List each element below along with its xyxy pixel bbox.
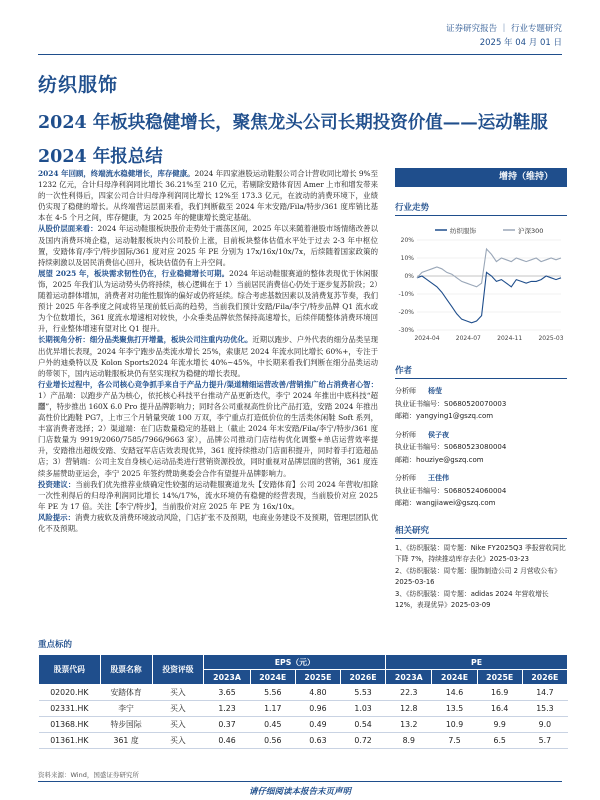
analyst-entry: 分析师 杨莹 执业证书编号：S0680520070003 邮箱：yangying1@gszq.com	[395, 387, 507, 420]
year-header: 2024E	[250, 670, 295, 685]
y-tick-label: 0%	[404, 273, 414, 280]
table-row: 02020.HK 安踏体育 买入 3.65 5.56 4.80 5.53 22.3 14.6 16.9 14.7	[39, 685, 568, 701]
y-tick-label: -20%	[398, 309, 414, 316]
paragraph: 风险提示：消费力疲软及消费环境波动风险，门店扩张不及预期，电商业务建设不及预期，管理层团队优化不及预期。	[38, 512, 378, 533]
paragraph: 从股价层面来看：2024 年运动鞋服板块股价走势处于震荡区间，2025 年以来随着港股市场情绪改善以及国内消费环境企稳，运动鞋服板块内公司股价上涨，目前板块整体估值水平处于过去 2-3 年中枢位置，安踏体育/李宁/特步国际/361 度对应 2025 年 PE 分别为 17x/16x/10x/7x，后续随着国家政策的持续刺激以及居民消费信心回升，板块估值仍有上升空间。	[38, 224, 378, 267]
related-item[interactable]: 3、《纺织服装：周专题：adidas 2024 年营收增长 12%，表现优异》2025-03-09	[395, 589, 549, 610]
paragraph: 投资建议：当前我们优先推荐业绩确定性较强的运动鞋服赛道龙头【安踏体育】公司 2024 年营收/扣除一次性利得后的归母净利润同比增长 14%/17%，流水环境仍有稳健的经营表现，当前股价对应 2025 年 PE 为 17 倍。关注【李宁/特步】，当前股价对应 2025 年 PE 为 16x/10x。	[38, 479, 378, 511]
col-eps: EPS（元）	[204, 655, 386, 670]
table-title: 重点标的	[38, 640, 73, 650]
report-title: 2024 年板块稳健增长，聚焦龙头公司长期投资价值——运动鞋服 2024 年报总结	[38, 113, 548, 167]
paragraph: 行业增长过程中，各公司核心竞争抓手来自于产品力提升/渠道精细运营改善/营销推广给占消费者心智：1）产品端：以跑步产品为核心，依托核心科技平台推动产品更新迭代，李宁 2024 年推出中底科技“超䨻”，特步推出 160X 6.0 Pro 提升品牌影响力；同时各公司重视高性价比产品打造，安踏 2024 年推出高性价比跑鞋 PG7，上市三个月销量突破 100 万双，李宁重点打造低价位的生活类休闲鞋 Soft 系列，丰富消费者选择；2）渠道端：在门店数量稳定的基础上（截止 2024 年末安踏/Fila/李宁/特步/361 度门店数量为 9919/2060/7585/7966/9663 家），品牌公司推动门店结构优化调整+单店运营效率提升，安踏推出超级安踏、安踏冠军店店效表现优异，361 度持续推动门店面积提升，同时着手打造超品店；3）营销端：公司主发自身核心运动品类进行营销资源投放，同时重视对品牌层面的营销，361 度连续多届赞助亚运会，李宁 2025 年签约赞助奥委会合作有望提升品牌影响力。	[38, 379, 378, 478]
year-header: 2023A	[204, 670, 250, 685]
report-header	[446, 22, 562, 50]
year-header: 2025E	[295, 670, 340, 685]
y-tick-label: 10%	[400, 255, 414, 262]
x-tick-label: 2024-04	[414, 335, 440, 342]
x-tick-label: 2024-07	[455, 335, 481, 342]
header-divider	[38, 54, 562, 55]
year-header: 2024E	[432, 670, 477, 685]
analysts-title: 作者	[395, 364, 567, 379]
report-type: 证券研究报告 ｜ 行业专题研究	[446, 24, 562, 34]
y-tick-label: 20%	[400, 237, 414, 244]
paragraph: 展望 2025 年，板块需求韧性仍在，行业稳健增长可期。2024 年运动鞋服赛道的整体表现优于休闲服饰，2025 年我们认为运动势头仍将持续，核心逻辑在于 1）当前居民消费信心仍处于逐步复苏阶段；2）随着运动群体增加，消费者对功能性服饰的偏好或仍将延续。综合考虑基数因素以及消费复苏节奏，我们预计 2025 年各季度之间或将呈现前低后高的趋势，当前我们预计安踏/Fila/李宁/特步品牌 Q1 流水或为个位数增长，361 度流水增速相对较快，小众垂类品牌依然保持高速增长，后续伴随整体消费环境回升，行业整体增速有望对比 Q1 提升。	[38, 268, 378, 334]
series-line-textile	[417, 272, 561, 322]
year-header: 2026E	[340, 670, 385, 685]
col-rating: 投资评级	[152, 655, 204, 685]
y-tick-label: -10%	[398, 291, 414, 298]
paragraph: 2024 年回顾，终端流水稳健增长，库存健康。2024 年四家港股运动鞋服公司合计营收同比增长 9%至 1232 亿元，合计归母净利润同比增长 36.21%至 210 亿元，若剔除安踏体育因 Amer 上市和增发带来的一次性利得后，四家公司合计归母净利润同比增长 12%至 173.3 亿元，在波动的消费环境下，业绩仍实现了稳健的增长。从终端营运层面来看，我们判断截至 2024 年末安踏/Fila/特步/361 度库销比基本在 4-5 个月之间，库存健康，为 2025 年的健康增长奠定基础。	[38, 169, 378, 223]
paragraph: 长期视角分析：细分品类聚焦打开增量，板块公司注重内功优化。近期以跑步、户外代表的细分品类呈现出优异增长表现，2024 年李宁跑步品类流水增长 25%，索康尼 2024 年流水同比增长 60%+，专注于户外的迪桑特以及 Kolon Sports2024 年流水增长 40%~45%，中长期来看我们判断在细分品类运动的带领下，国内运动鞋服板块仍有坚实现权为稳健的增长表现。	[38, 335, 378, 378]
legend-label-a: 纺织服饰	[450, 227, 476, 235]
analyst-entry: 分析师 王佳伟 执业证书编号：S0680524060004 邮箱：wangjiawei@gszq.com	[395, 474, 507, 507]
year-header: 2026E	[522, 670, 567, 685]
footer-disclaimer: 请仔细阅读本报告末页声明	[248, 787, 351, 797]
y-tick-label: -30%	[398, 327, 414, 334]
x-tick-label: 2024-11	[497, 335, 523, 342]
data-source: 资料来源：Wind，国盛证券研究所	[38, 771, 139, 779]
trend-title: 行业走势	[395, 201, 567, 216]
analyst-entry: 分析师 侯子夜 执业证书编号：S0680523080004 邮箱：houziye@gszq.com	[395, 430, 507, 464]
col-code: 股票代码	[39, 655, 101, 685]
series-line-csi300	[417, 249, 561, 287]
x-tick-label: 2025-03	[538, 335, 564, 342]
trend-chart	[395, 220, 567, 350]
legend-label-b: 沪深300	[518, 227, 544, 235]
table-row: 02331.HK 李宁 买入 1.23 1.17 0.96 1.03 12.8 13.5 16.4 15.3	[39, 701, 568, 717]
rating-badge: 增持（维持）	[395, 168, 567, 187]
year-header: 2023A	[386, 670, 432, 685]
table-row: 01361.HK 361 度 买入 0.46 0.56 0.63 0.72 8.9 7.5 6.5 5.7	[39, 733, 568, 749]
col-name: 股票名称	[100, 655, 152, 685]
related-item[interactable]: 1、《纺织服装：周专题：Nike FY2025Q3 季报营收同比下降 7%，持续推动库存去化》2025-03-23	[395, 543, 566, 564]
year-header: 2025E	[477, 670, 522, 685]
industry-name: 纺织服饰	[38, 74, 119, 96]
sidebar	[395, 168, 567, 612]
table-row: 01368.HK 特步国际 买入 0.37 0.45 0.49 0.54 13.2 10.9 9.9 9.0	[39, 717, 568, 733]
related-list	[395, 543, 567, 613]
report-body	[38, 168, 378, 534]
footer-divider	[38, 781, 562, 782]
related-title: 相关研究	[395, 524, 567, 539]
related-item[interactable]: 2、《纺织服装：周专题：服饰制造公司 2 月营收公布》2025-03-16	[395, 566, 561, 587]
col-pe: PE	[386, 655, 568, 670]
key-stocks-table	[38, 654, 568, 749]
report-date: 2025 年 04 月 01 日	[479, 38, 562, 48]
